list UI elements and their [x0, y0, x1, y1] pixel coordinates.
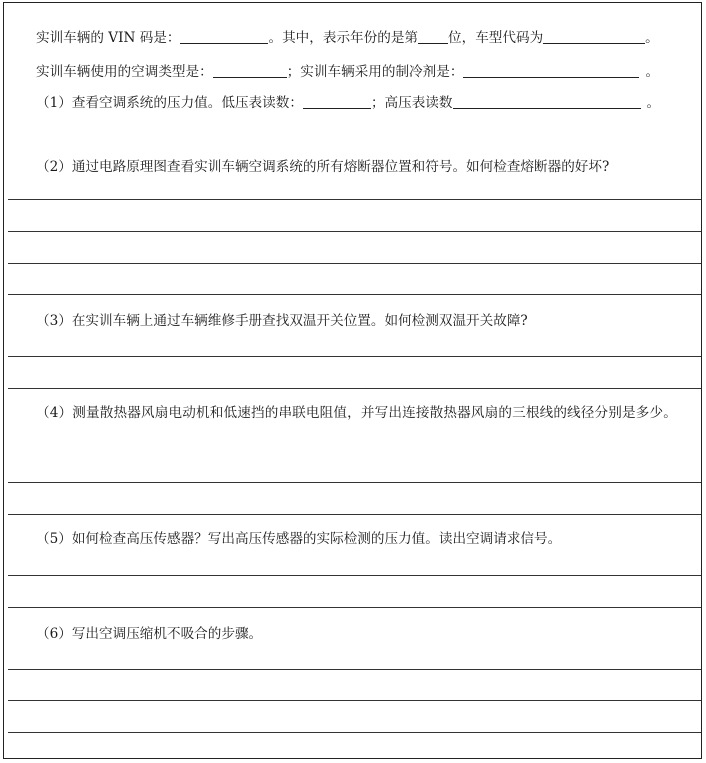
- refrigerant-label: ；实训车辆采用的制冷剂是：: [286, 64, 464, 80]
- ac-type-blank[interactable]: [213, 63, 287, 78]
- question-2: （2）通过电路原理图查看实训车辆空调系统的所有熔断器位置和符号。如何检查熔断器的好坏?: [36, 159, 610, 175]
- high-pressure-blank[interactable]: [453, 94, 641, 109]
- vin-end-mark: 。: [645, 30, 659, 46]
- q1-end-mark: 。: [646, 95, 661, 111]
- ac-end-mark: 。: [645, 64, 660, 80]
- question-5: （5）如何检查高压传感器？写出高压传感器的实际检测的压力值。读出空调请求信号。: [36, 531, 562, 547]
- vin-blank[interactable]: [180, 29, 268, 44]
- answer-line[interactable]: [8, 356, 701, 357]
- vin-line: [36, 29, 659, 47]
- vin-label: 实训车辆的 VIN 码是：: [36, 30, 181, 46]
- q1-high-pressure-label: ；高压表读数: [370, 95, 453, 111]
- answer-line[interactable]: [8, 732, 701, 733]
- answer-line[interactable]: [8, 263, 701, 264]
- answer-line[interactable]: [8, 199, 701, 200]
- ac-line: [36, 63, 659, 81]
- answer-line[interactable]: [8, 669, 701, 670]
- answer-line[interactable]: [8, 575, 701, 576]
- model-code-blank[interactable]: [543, 29, 645, 44]
- year-digit-blank[interactable]: [418, 29, 448, 44]
- answer-line[interactable]: [8, 388, 701, 389]
- question-3: （3）在实训车辆上通过车辆维修手册查找双温开关位置。如何检测双温开关故障?: [36, 313, 528, 329]
- year-digit-label: 。其中，表示年份的是第: [268, 30, 419, 46]
- worksheet-frame: [3, 2, 702, 759]
- question-6: （6）写出空调压缩机不吸合的步骤。: [36, 626, 263, 642]
- answer-line[interactable]: [8, 607, 701, 608]
- answer-line[interactable]: [8, 482, 701, 483]
- model-code-label: 位，车型代码为: [448, 30, 544, 46]
- answer-line[interactable]: [8, 700, 701, 701]
- ac-type-label: 实训车辆使用的空调类型是：: [36, 64, 213, 80]
- answer-line[interactable]: [8, 514, 701, 515]
- answer-line[interactable]: [8, 294, 701, 295]
- question-4: （4）测量散热器风扇电动机和低速挡的串联电阻值，并写出连接散热器风扇的三根线的线径分别是多少。: [36, 405, 678, 421]
- q1-line: [36, 94, 660, 112]
- answer-line[interactable]: [8, 231, 701, 232]
- refrigerant-blank[interactable]: [463, 63, 639, 78]
- q1-low-pressure-label: （1）查看空调系统的压力值。低压表读数：: [36, 95, 303, 111]
- low-pressure-blank[interactable]: [303, 94, 371, 109]
